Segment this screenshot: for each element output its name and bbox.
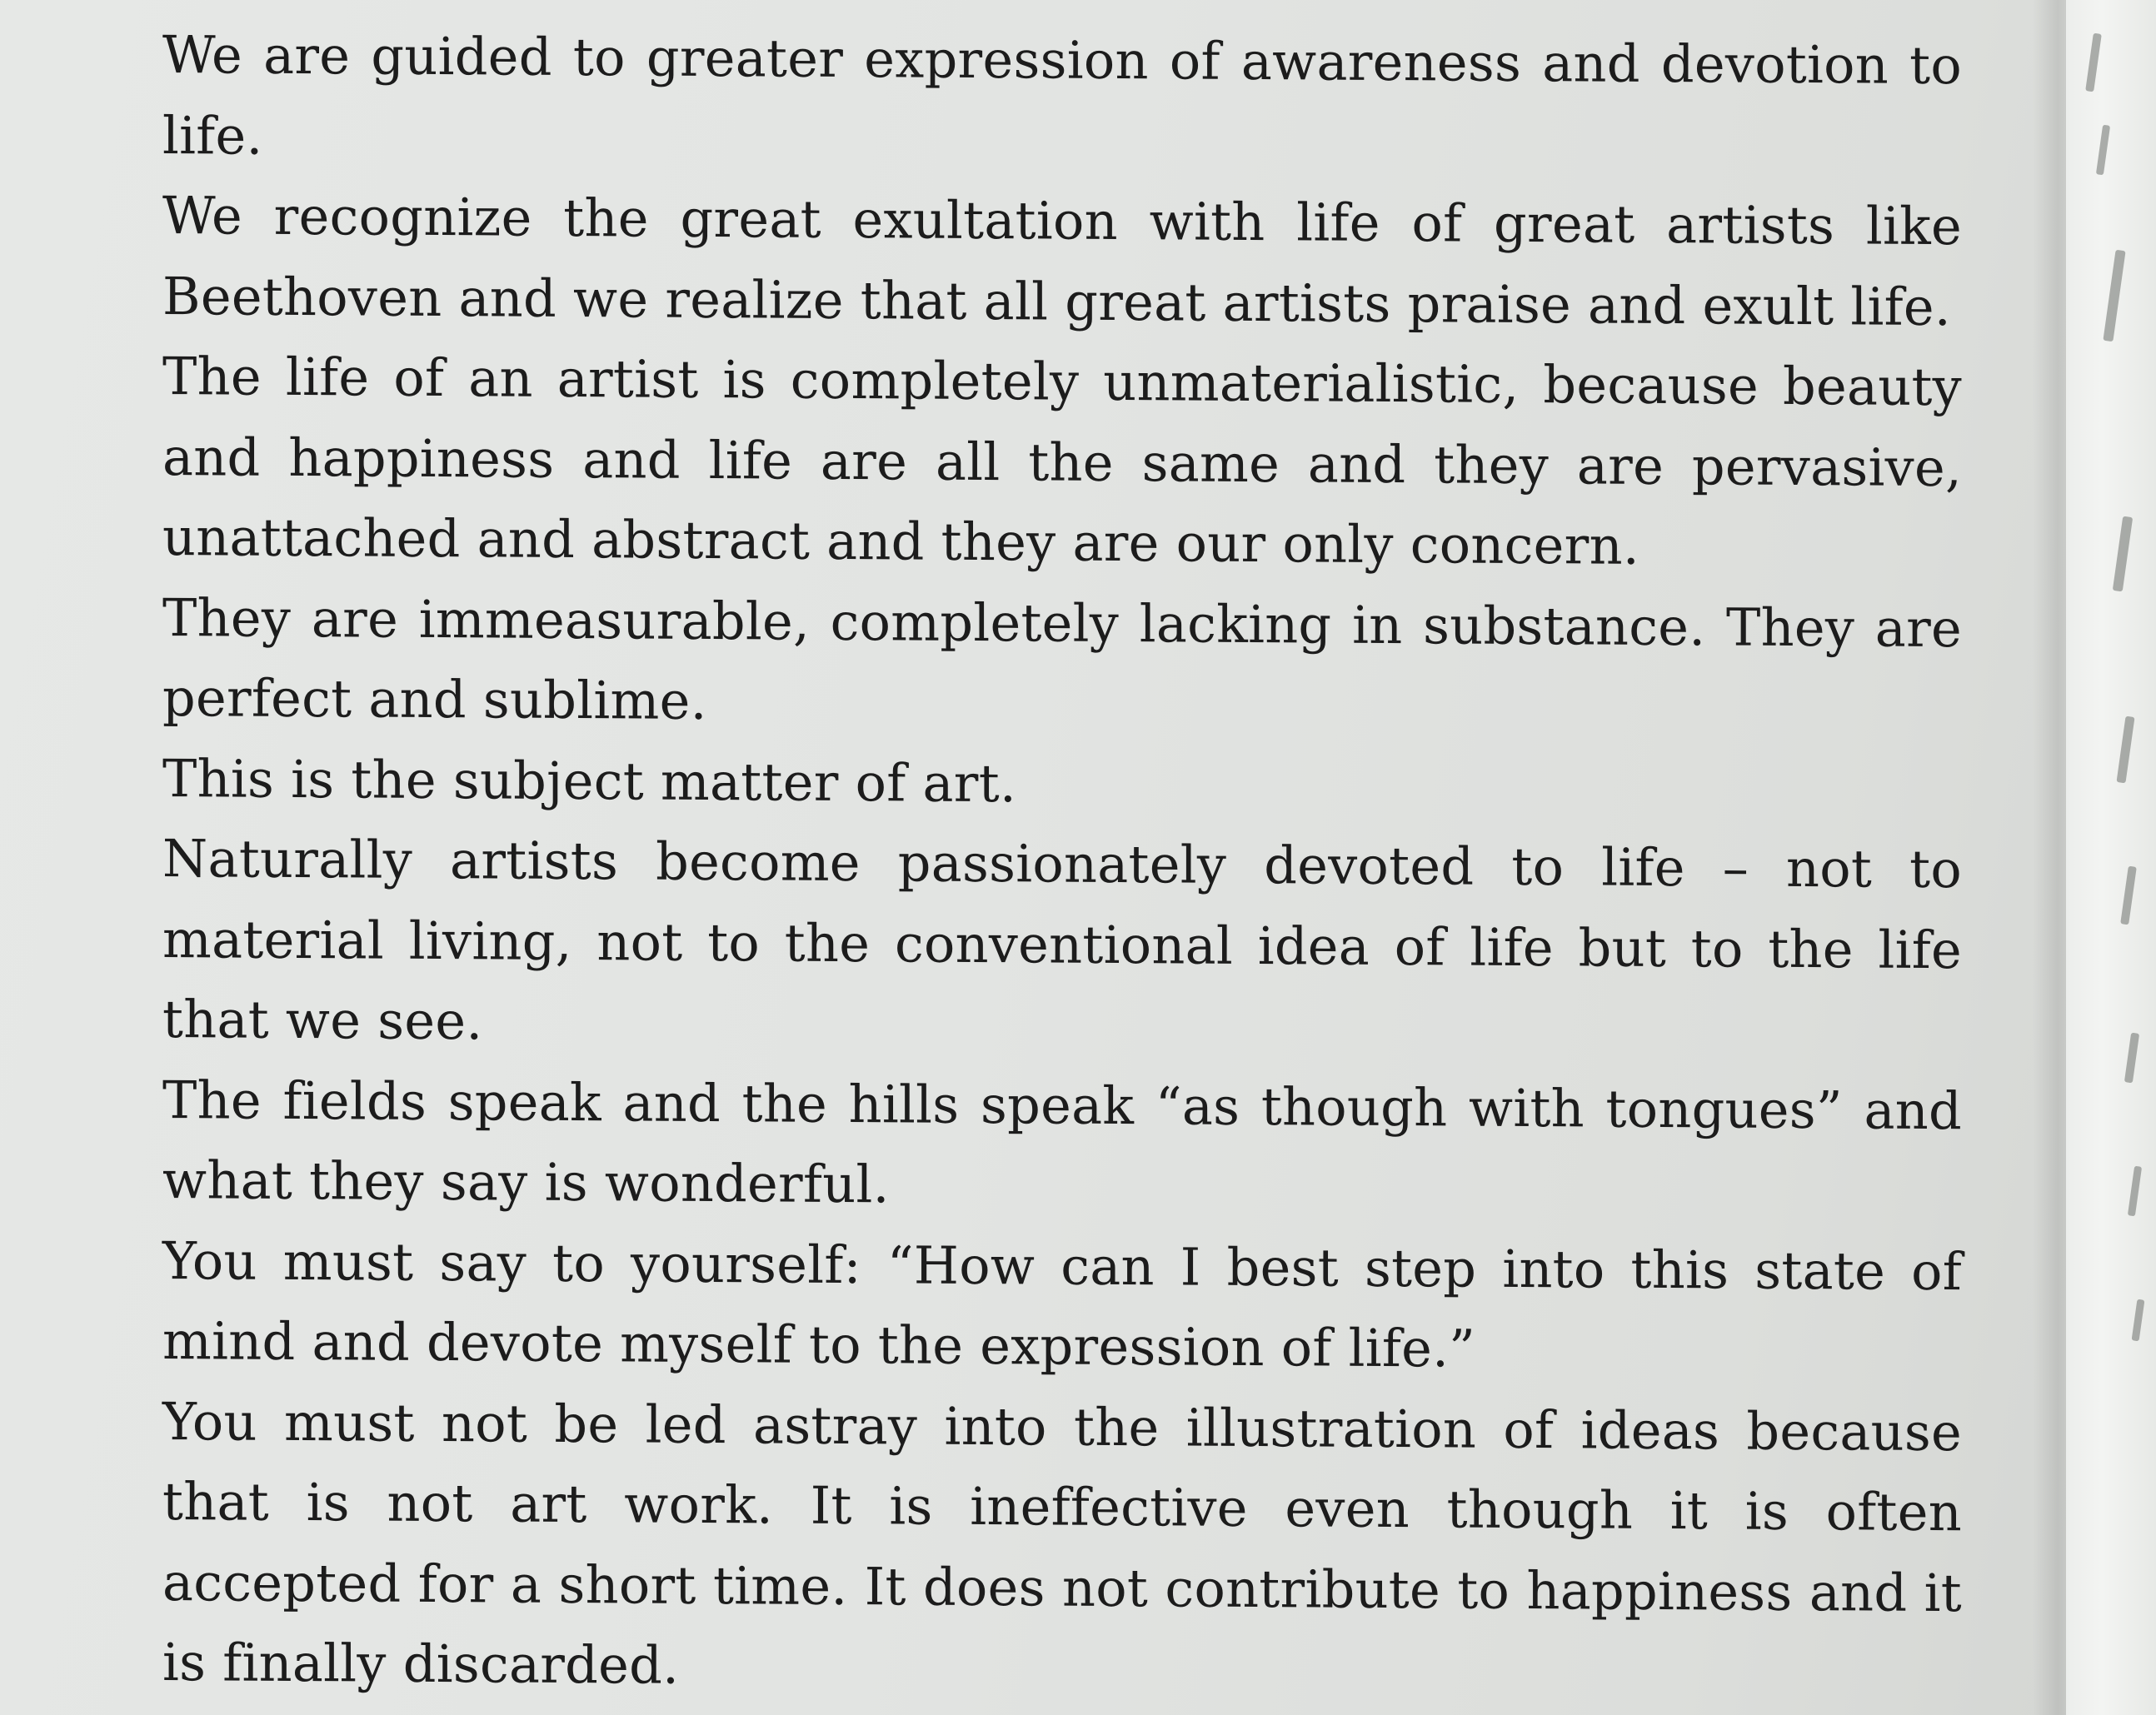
paragraph-devoted-to-life: Naturally artists become passionately devoted to life – not to material living, not to the conventional idea of life but to the life that we see. — [162, 828, 1962, 1052]
paragraph-life-of-an-artist: The life of an artist is completely unmaterialistic, because beauty and happiness and life are all the same and they are pervasive, unattached and abstract and they are our only concern. — [162, 346, 1962, 576]
bleed-through-mark — [2096, 125, 2110, 176]
bleed-through-mark — [2113, 516, 2133, 592]
paragraph-immeasurable: They are immeasurable, completely lacking in substance. They are perfect and sublime. — [162, 586, 1962, 731]
facing-page-edge — [2066, 0, 2156, 1715]
paragraph-illustration-of-ideas: You must not be led astray into the illustration of ideas because that is not art work. It is ineffective even though it is often accepted for a short time. It does not contribute to happiness and it is finally discarded. — [162, 1390, 1962, 1696]
bleed-through-mark — [2124, 1033, 2139, 1084]
paragraph-great-artists-like-beethoven: We recognize the great exultation with life of great artists like Beethoven and we realize that all great artists praise and exult life. — [162, 185, 1962, 337]
body-text — [162, 15, 1962, 1714]
bleed-through-mark — [2120, 866, 2137, 925]
bleed-through-mark — [2116, 716, 2134, 784]
bleed-through-mark — [2085, 33, 2102, 92]
paragraph-say-to-yourself: You must say to yourself: “How can I best step into this state of mind and devote myself to the expression of life.” — [162, 1229, 1962, 1379]
paragraph-subject-matter-of-art: This is the subject matter of art. — [162, 747, 1016, 814]
bleed-through-mark — [2103, 250, 2125, 342]
paragraph-guided-to-greater-expression: We are guided to greater expression of awareness and devotion to life. — [162, 24, 1962, 167]
paragraph-fields-and-hills-speak: The fields speak and the hills speak “as though with tongues” and what they say is wonderful. — [162, 1069, 1962, 1215]
bleed-through-mark — [2128, 1166, 2142, 1217]
bleed-through-mark — [2132, 1299, 2145, 1342]
